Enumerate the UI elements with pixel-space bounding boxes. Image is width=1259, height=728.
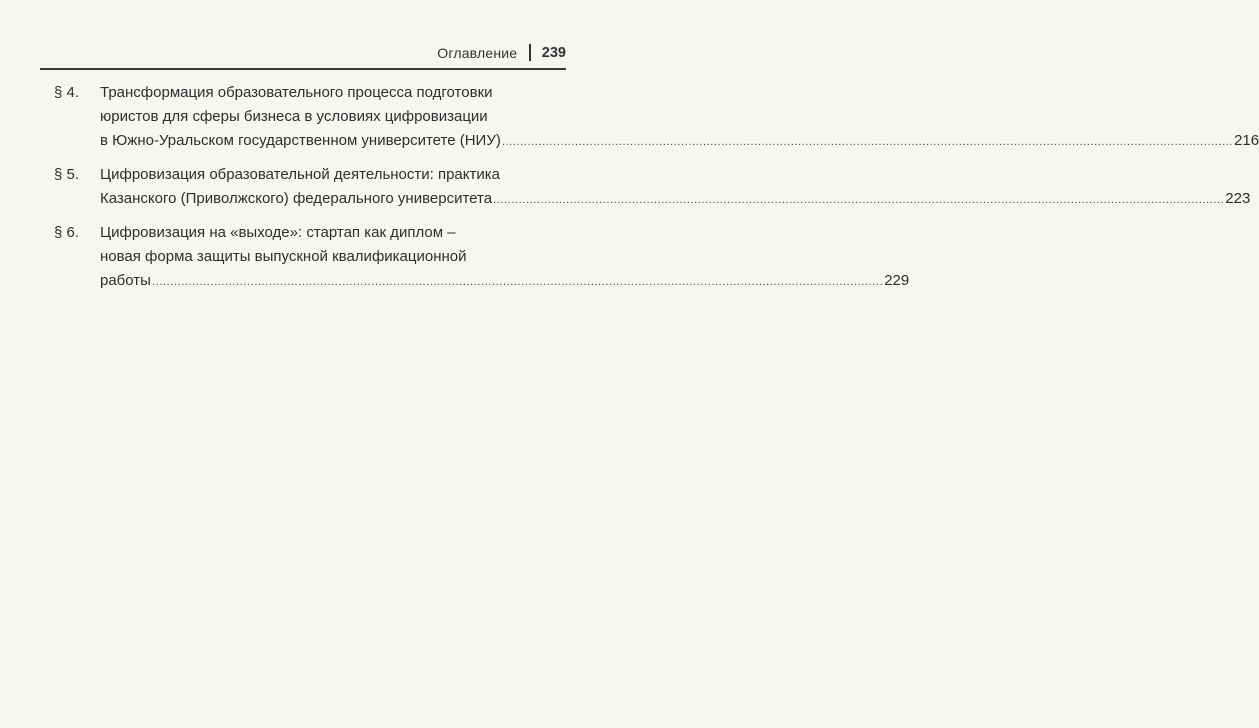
- header-rule: [40, 68, 566, 70]
- toc-entry-title: [100, 221, 910, 294]
- toc-entry-last-line: [100, 269, 910, 294]
- toc-entry-line: Трансформация образовательного процесса подготовки: [100, 84, 493, 101]
- section-title: Оглавление: [437, 44, 518, 61]
- header-separator: [529, 44, 531, 61]
- running-header: [437, 44, 566, 61]
- table-of-contents: [0, 81, 1259, 303]
- toc-entry-line: в Южно-Уральском государственном университете (НИУ): [100, 132, 501, 149]
- toc-entry-page: 223: [1225, 190, 1251, 207]
- toc-entry: [0, 221, 910, 294]
- toc-entry-line: Казанского (Приволжского) федерального университета: [100, 190, 493, 207]
- toc-entry-line: юристов для сферы бизнеса в условиях цифровизации: [100, 108, 488, 125]
- toc-entry: [0, 81, 1259, 154]
- toc-entry-page: 216: [1234, 132, 1259, 149]
- dot-leader: ........................................................................................................................................................................................................: [501, 136, 1234, 148]
- toc-entry-title: [100, 163, 1251, 212]
- dot-leader: ........................................................................................................................................................................................................: [151, 276, 884, 288]
- toc-entry-page: 229: [884, 272, 910, 289]
- toc-entry-title: [100, 81, 1259, 154]
- toc-entry-number: § 6.: [54, 224, 80, 241]
- toc-entry-line: Цифровизация на «выходе»: стартап как диплом –: [100, 224, 456, 241]
- dot-leader: ........................................................................................................................................................................................................: [493, 194, 1225, 206]
- page-number: 239: [541, 44, 566, 61]
- toc-entry: [0, 163, 1251, 212]
- toc-entry-last-line: [100, 129, 1259, 154]
- toc-entry-number: § 4.: [54, 84, 80, 101]
- toc-entry-number: § 5.: [54, 166, 80, 183]
- toc-entry-last-line: [100, 187, 1251, 212]
- toc-entry-line: Цифровизация образовательной деятельности: практика: [100, 166, 500, 183]
- toc-entry-line: новая форма защиты выпускной квалификационной: [100, 248, 467, 265]
- toc-entry-line: работы: [100, 272, 151, 289]
